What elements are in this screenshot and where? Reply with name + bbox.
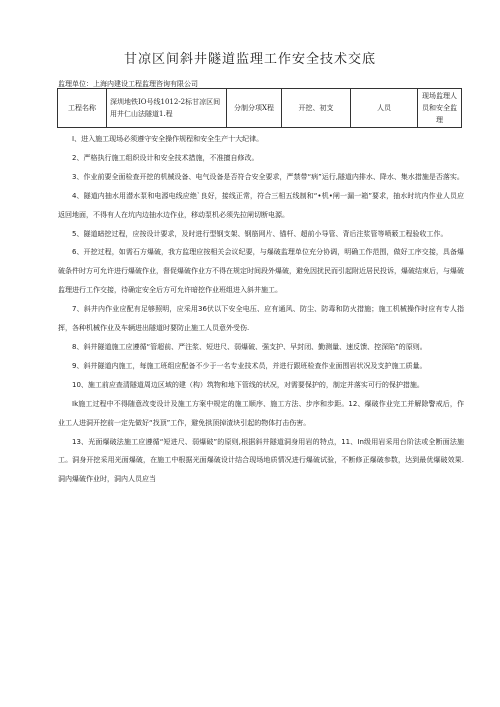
- info-table: [57, 88, 462, 128]
- paragraph-5: 5、隧道暗挖过程，应按设计要求，及时进行型钢支架、钢筋网片、锚杆、超前小导管、背后注浆管等喷薮工程验收工作。: [72, 229, 448, 238]
- paragraph-3: 3、作业前要全面检查开挖的机械设备、电气设备是否符合安全要求，严禁带“病”运行,隧道内排水、降水、集水措施是否落实。: [72, 172, 464, 181]
- supervisor-unit: 监理单位：上海内建设工程监理咨询有限公司: [58, 80, 198, 88]
- paragraph-12: 13、光面爆破法施工应遵循“短进尺、弱爆破”的原则,根据斜井隧道洞身用岩的特点，11、In级用岩采用台阶法或全断面法施工。洞身开挖采用光面爆破，在施工中根据光面爆破设计结合现场地质情况进行爆破试验，不断修正爆破参数，达到最优爆破效果.洞内爆破作业时，洞内人员应当: [58, 437, 464, 484]
- sub-label: 分制分项X程: [227, 89, 282, 128]
- paragraph-2: 2、严格执行施工组织设计和安全技术措施，不准擅自修改。: [72, 153, 259, 162]
- staff-value: 现场监理人员和安全监理: [418, 89, 462, 128]
- personnel-label: 人员: [351, 89, 418, 128]
- page-title: 甘凉区间斜井隧道监理工作安全技术交底: [123, 52, 376, 67]
- paragraph-7: 7、斜井内作业应配有足够照明，应采用36伏以下安全电压、应有通风、防尘、防毒和防火措施；施工机械操作时应有专人指挥，各种机械作业及车辆进出隧道时要防止施工人员意外受伤.: [58, 305, 464, 333]
- paragraph-6: 6、开挖过程，如需石方爆破，我方监理应按相关会议纪要，与爆破监理单位充分协调，明确工作范围，做好工序交接，具备爆破条件时方可允许进行爆破作业，督促爆破作业方不得在规定时间段外爆破，避免因扰民而引起附近居民投诉，爆破结束后，与爆破监理进行工作交接，待确定安全后方可允许暗挖作业班组进入斜井施工。: [58, 248, 464, 295]
- project-name: 深圳地铁IO号线1012-2标甘凉区间用井仁山法隧道1.程: [107, 89, 227, 128]
- document-body: [58, 130, 464, 489]
- paragraph-10: 10、施工前应查清隧道周边区域的建（构）筑物和地下管线的状况，对需要保护的，制定并落实可行的保护措施。: [72, 380, 424, 389]
- paragraph-1: I、进入施工现场必须遵守安全操作规程和安全生产十大纪律。: [72, 135, 264, 143]
- paragraph-4: 4、隧道内抽水用潜水泵和电源电线应绝`良好，接线正常，符合三相五线制和“•机•闸一漏一箱”要求，抽水时坑内作业人员应返回地面，不得有人在坑内边抽水边作业，移动泵机必须先拉闸切断电源。: [58, 191, 464, 219]
- paragraph-11: Ik施工过程中不得随意改变设计及施工方案中规定的施工顺序、施工方法、步序和步距。12、爆破作业完工并解除警戒后，作业工人进洞开挖前一定先做好“找顶”工作，避免拱顶掉渣块引起的物体打击伤害。: [58, 399, 464, 427]
- paragraph-9: 9、斜井隧道内施工，每施工班组应配备不少于一名专业技术员，并进行跟班检查作业面围岩状况及支护施工质量。: [72, 361, 427, 370]
- project-label: 工程名称: [58, 89, 107, 128]
- paragraph-8: 8、斜井隧道施工应遵循“管超前、严注浆、短进尺、弱爆破、强支护、早封闭、勤测量、速反馈、控深陷”的原则。: [72, 342, 427, 351]
- table-row: [58, 89, 462, 128]
- sub-value: 开挖、初支: [282, 89, 351, 128]
